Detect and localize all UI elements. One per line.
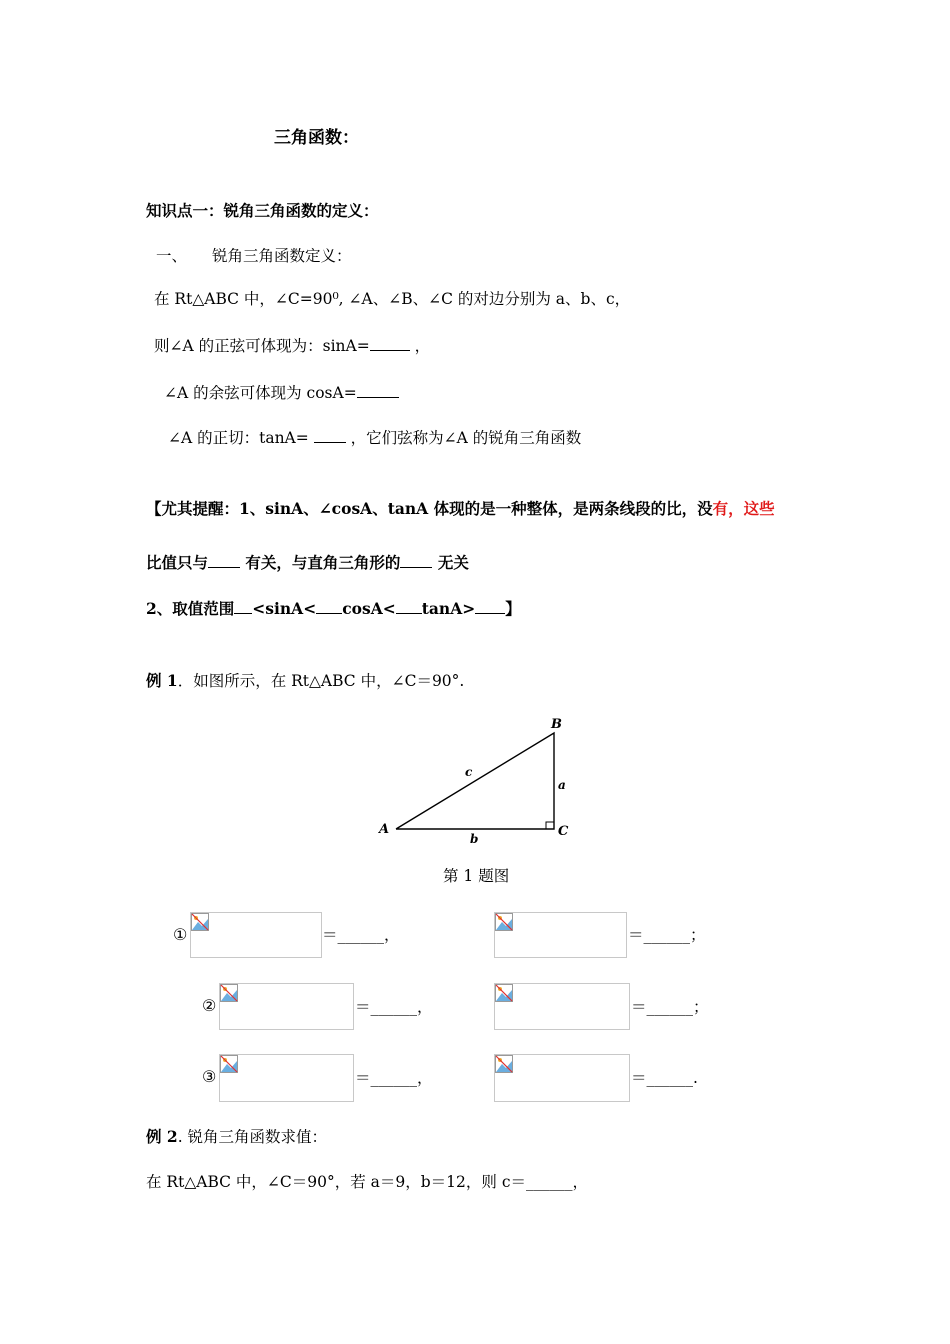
tip2-blank-2 — [400, 553, 432, 568]
tangent-text: ∠A 的正切：tanA= — [168, 429, 314, 447]
range-text-c: cosA< — [342, 599, 396, 618]
tangent-tail: ，它们弦称为∠A 的锐角三角函数 — [345, 429, 582, 447]
cosine-blank — [357, 383, 399, 398]
answer-blank: ＝______； — [628, 926, 706, 944]
formula-image — [190, 912, 322, 958]
tip-line-2 — [146, 553, 469, 573]
formula-image — [494, 983, 630, 1030]
triangle-figure — [375, 712, 575, 852]
answer-blank: ＝______， — [355, 998, 433, 1016]
side-label-a: a — [558, 778, 566, 792]
section-heading: 知识点一：锐角三角函数的定义： — [146, 201, 379, 220]
item-marker: ① — [173, 925, 188, 944]
sine-blank — [370, 336, 410, 351]
page-title: 三角函数： — [274, 128, 359, 148]
formula-image — [219, 983, 354, 1030]
tangent-blank — [314, 428, 346, 443]
range-text-b: <sinA< — [252, 599, 317, 618]
example-1-label: 例 1 — [146, 671, 178, 690]
range-blank-4 — [475, 599, 505, 614]
sine-tail: ， — [409, 337, 431, 355]
sine-line — [154, 336, 430, 356]
tip2-text-c: 无关 — [432, 553, 469, 572]
broken-image-icon — [191, 913, 209, 931]
item-marker: ③ — [202, 1067, 217, 1086]
answer-blank: ＝______； — [631, 998, 709, 1016]
example-2-question: 在 Rt△ABC 中，∠C＝90°，若 a＝9，b＝12，则 c＝______， — [146, 1173, 589, 1191]
range-text-e: 】 — [505, 599, 521, 618]
broken-image-icon — [495, 913, 513, 931]
side-label-c: c — [465, 765, 473, 779]
formula-image — [219, 1054, 354, 1102]
formula-image — [494, 1054, 630, 1102]
tip-red-text: 有，这些 — [712, 499, 775, 518]
vertex-label-a: A — [379, 822, 390, 837]
range-text-d: tanA> — [421, 599, 476, 618]
example-1 — [146, 671, 464, 691]
range-blank-3 — [396, 599, 422, 614]
example-2-label: 例 2 — [146, 1127, 178, 1146]
cosine-text: ∠A 的余弦可体现为 cosA= — [164, 384, 357, 402]
range-text-a: 2、取值范围 — [146, 599, 235, 618]
broken-image-icon — [220, 984, 238, 1002]
subsection-title: 锐角三角函数定义： — [212, 247, 352, 265]
figure-caption: 第 1 题图 — [443, 867, 510, 885]
broken-image-icon — [495, 1055, 513, 1073]
formula-image — [494, 912, 627, 958]
example-2-text: . 锐角三角函数求值： — [177, 1128, 328, 1146]
side-label-b: b — [470, 832, 479, 846]
tip2-blank-1 — [208, 553, 240, 568]
answer-blank: ＝______. — [631, 1069, 698, 1087]
tip2-text-a: 比值只与 — [146, 553, 209, 572]
definition-line: 在 Rt△ABC 中，∠C=90⁰, ∠A、∠B、∠C 的对边分别为 a、b、c， — [154, 290, 631, 308]
right-angle-mark — [546, 822, 554, 829]
tip-line — [146, 499, 775, 519]
tangent-line — [168, 428, 581, 448]
subsection-number: 一、 — [156, 247, 188, 265]
broken-image-icon — [495, 984, 513, 1002]
item-marker: ② — [202, 996, 217, 1015]
vertex-label-b: B — [551, 717, 562, 732]
cosine-line — [164, 383, 399, 403]
answer-blank: ＝______， — [322, 926, 400, 944]
example-2 — [146, 1127, 327, 1147]
range-line — [146, 599, 521, 619]
example-1-text: ．如图所示，在 Rt△ABC 中，∠C＝90°. — [177, 672, 465, 690]
triangle-outline — [396, 733, 554, 829]
vertex-label-c: C — [558, 824, 569, 839]
broken-image-icon — [220, 1055, 238, 1073]
tip2-text-b: 有关，与直角三角形的 — [240, 553, 401, 572]
range-blank-2 — [316, 599, 342, 614]
sine-text: 则∠A 的正弦可体现为：sinA= — [154, 337, 370, 355]
answer-blank: ＝______， — [355, 1069, 433, 1087]
range-blank-1 — [234, 599, 252, 614]
tip-text: 【尤其提醒：1、sinA、∠cosA、tanA 体现的是一种整体，是两条线段的比，没 — [146, 499, 713, 518]
